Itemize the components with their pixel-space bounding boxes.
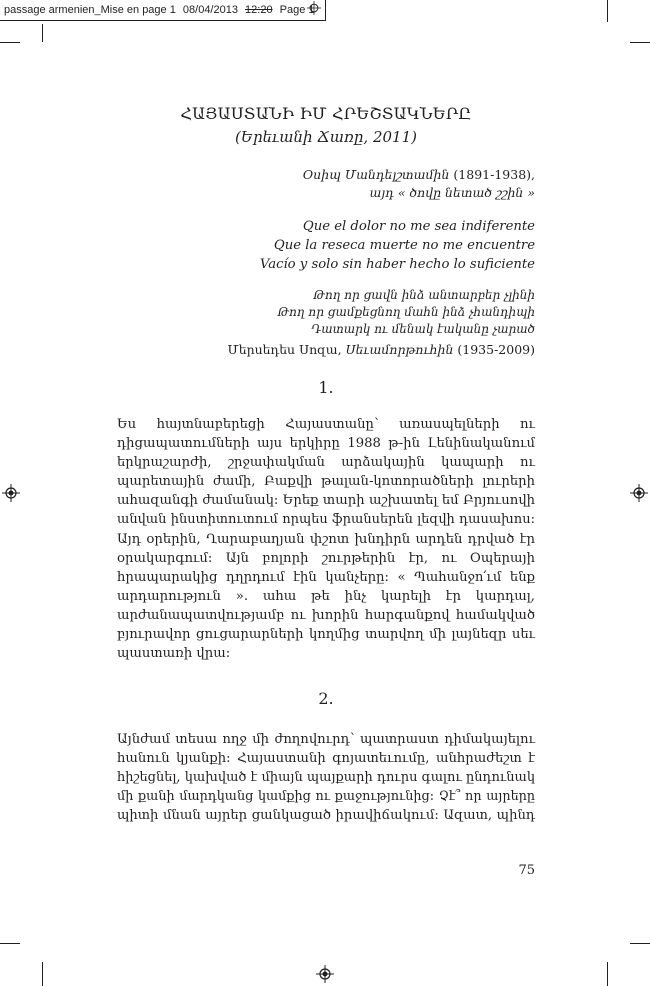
crop-mark-bottom-left-v bbox=[42, 962, 43, 986]
dedication-author: Օսիպ Մանդելշտամին bbox=[302, 167, 450, 182]
crop-mark-bottom-right-h bbox=[630, 943, 650, 944]
section-2-paragraph bbox=[117, 730, 535, 825]
crop-mark-top-right-v bbox=[607, 0, 608, 22]
text-line: ահազանգի ժամանակ: Երեք տարի աշխատել եմ Բրյուսովի bbox=[117, 493, 535, 509]
chapter-subtitle: (Երեւանի Ճառը, 2011) bbox=[235, 128, 417, 146]
quote-spanish-line: Vacío y solo sin haber hecho lo suficiente bbox=[259, 257, 535, 272]
text-line: հիշեցնել, կախված է միայն պայքարի դուրս գալու ընդունակ bbox=[117, 770, 535, 786]
text-line: անվան ինստիտուտում որպես ֆրանսերեն լեզվի դասախոս: bbox=[117, 512, 535, 528]
text-line: Ես հայտնաբերեցի Հայաստանը՝ առասպելների ու bbox=[117, 417, 535, 432]
quote-spanish-line: Que la reseca muerte no me encuentre bbox=[273, 238, 535, 253]
crop-mark-top-left-v bbox=[42, 24, 43, 42]
slug-page: Page 1 bbox=[279, 4, 315, 16]
text-line: մի քանի մարդկանց կամքից ու քաջությունից: Չէ՞ որ այրերը bbox=[117, 789, 535, 805]
quote-armenian-line: Դատարկ ու մենակ էականը չարած bbox=[311, 322, 535, 336]
text-line: երկրաշարժի, շրջափակման արձակային կապարի ու bbox=[117, 455, 535, 471]
crop-mark-top-right-h bbox=[630, 42, 650, 43]
crop-mark-top-left-h bbox=[0, 42, 20, 43]
quote-attribution bbox=[117, 341, 535, 359]
registration-mark-left-icon bbox=[2, 484, 20, 502]
text-line: հրապարակից դղրդում էին կանչերը: « Պահանջո՛ւմ ենք bbox=[117, 569, 535, 585]
text-line: օրակարգում: Այն բոլորի շուրթերին էր, ու Օպերայի bbox=[117, 550, 535, 566]
slug-file: passage armenien_Mise en page 1 bbox=[4, 4, 176, 16]
section-number: 2. bbox=[318, 689, 334, 708]
slug-time: 12:20 bbox=[245, 4, 273, 16]
text-line: Այդ օրերին, Ղարաբաղյան փշոտ խնդիրն արդեն դրված էր bbox=[117, 531, 535, 547]
text-line: պաստառի վրա: bbox=[117, 646, 231, 662]
text-line: հանուն կյանքի: Հայաստանի գոյատեւումը, անհրաժեշտ է bbox=[117, 751, 535, 767]
text-line: դիցապատումների այս երկիրը 1988 թ-ին Լենինականում bbox=[117, 436, 535, 452]
text-line: արժանապատվությամբ ու խորին հարգանքով համակված bbox=[117, 607, 535, 623]
quote-spanish-line: Que el dolor no me sea indiferente bbox=[302, 219, 535, 234]
attribution-work: Սեւամորթուհին bbox=[345, 342, 454, 357]
text-line: բյուրավոր ցուցարարների կողմից տարվող մի լայնեզր սեւ bbox=[117, 627, 535, 643]
slug-date: 08/04/2013 bbox=[182, 4, 238, 16]
page-number: 75 bbox=[518, 863, 535, 878]
dedication-years: (1891-1938), bbox=[453, 167, 535, 182]
crop-mark-bottom-left-h bbox=[0, 943, 20, 944]
crop-mark-bottom-right-v bbox=[607, 962, 608, 986]
attribution-years: (1935-2009) bbox=[457, 342, 535, 357]
text-line: պարետային ժամի, Բաքվի թալան-կոտորածների լուրերի bbox=[117, 474, 535, 490]
section-number: 1. bbox=[318, 378, 334, 397]
quote-armenian bbox=[117, 287, 535, 338]
text-line: արդարություն ». ահա թե ինչ կարելի էր կարդալ, bbox=[117, 588, 535, 604]
registration-mark-top-icon bbox=[307, 1, 321, 15]
text-line: Այնժամ տեսա ողջ մի ժողովուրդ՝ պատրաստ դիմակայելու bbox=[117, 732, 535, 747]
registration-mark-bottom-icon bbox=[316, 965, 334, 983]
attribution-author: Մերսեդես Սոզա, bbox=[227, 342, 342, 357]
quote-armenian-line: Թող որ ցամքեցնող մահն ինձ չհանդիպի bbox=[277, 305, 535, 319]
text-line: պիտի մնան այրեր ցանկացած իրավիճակում: Ազատ, պինդ bbox=[117, 808, 535, 824]
quote-armenian-line: Թող որ ցավն ինձ անտարբեր չլինի bbox=[313, 288, 535, 302]
dedication-line2: այդ « ծովը նետած շշին » bbox=[369, 185, 535, 200]
quote-spanish bbox=[117, 217, 535, 274]
section-1-paragraph bbox=[117, 415, 535, 663]
chapter-title: ՀԱՅԱՍՏԱՆԻ ԻՄ ՀՐԵՇՏԱԿՆԵՐԸ bbox=[180, 104, 472, 123]
printer-slug bbox=[0, 0, 326, 21]
registration-mark-right-icon bbox=[630, 484, 648, 502]
epigraph-dedication bbox=[117, 166, 535, 202]
